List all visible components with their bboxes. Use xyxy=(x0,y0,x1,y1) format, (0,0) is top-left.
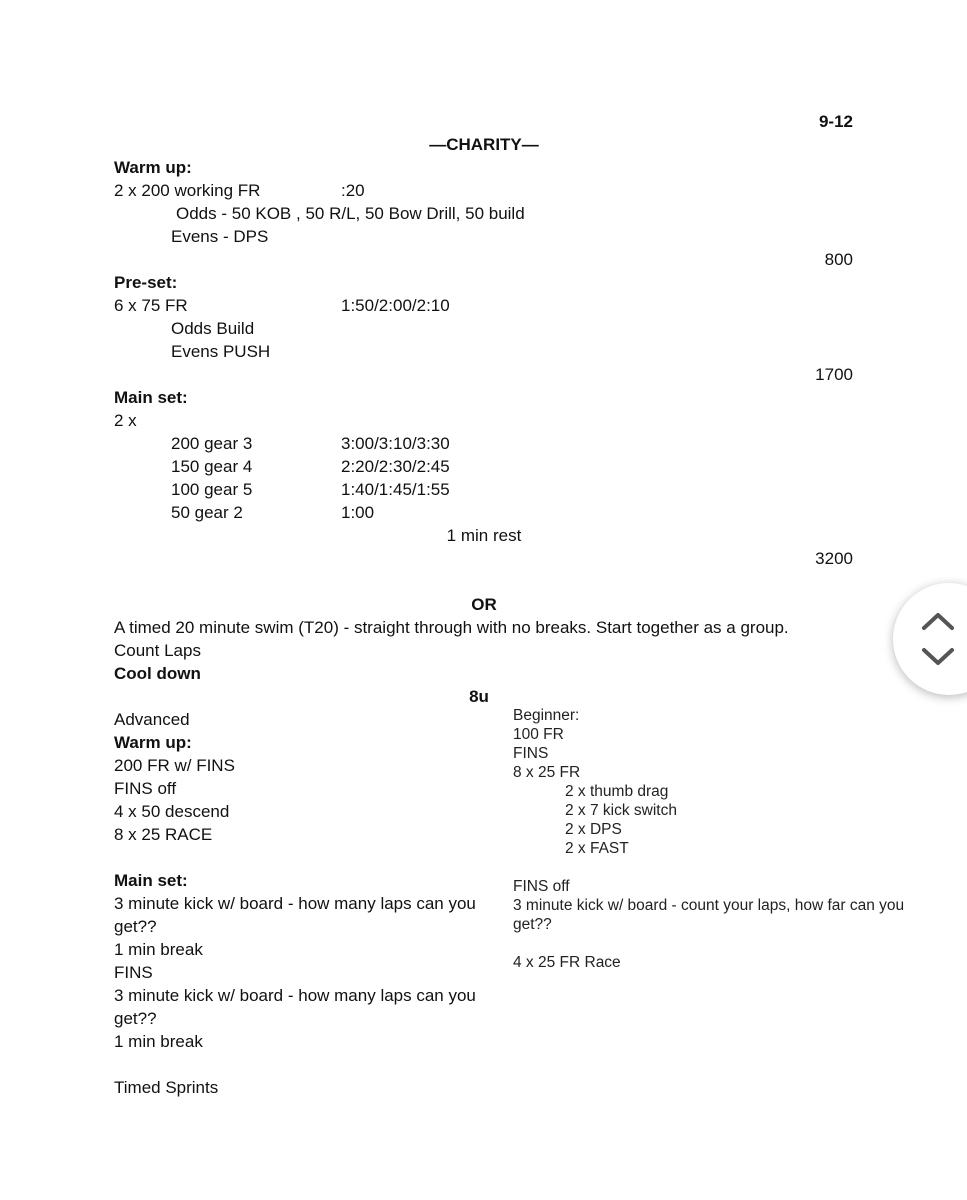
beginner-label: Beginner: xyxy=(513,707,580,724)
beginner-line: 100 FR xyxy=(513,726,564,743)
mainset-item-interval: 2:20/2:30/2:45 xyxy=(341,457,450,476)
beginner-sub-item: 2 x FAST xyxy=(565,840,629,857)
advanced-warmup-item: 8 x 25 RACE xyxy=(114,825,213,844)
preset-line: 6 x 75 FR xyxy=(114,296,188,315)
advanced-fins: FINS xyxy=(114,963,153,982)
warmup-heading: Warm up: xyxy=(114,158,192,177)
advanced-label: Advanced xyxy=(114,710,190,729)
age-group-label: 9-12 xyxy=(818,112,853,131)
mainset-item-interval: 1:40/1:45/1:55 xyxy=(341,480,450,499)
scroll-control xyxy=(893,583,967,695)
mainset-item-interval: 1:00 xyxy=(341,503,375,522)
mainset-item-interval: 3:00/3:10/3:30 xyxy=(341,434,450,453)
chevron-up-icon[interactable] xyxy=(921,611,955,631)
mainset-rest: 1 min rest xyxy=(446,526,522,545)
preset-interval: 1:50/2:00/2:10 xyxy=(341,296,450,315)
mainset-reps: 2 x xyxy=(114,411,137,430)
t20-description: A timed 20 minute swim (T20) - straight through with no breaks. Start together as a group. xyxy=(114,618,789,637)
beginner-fins-off: FINS off xyxy=(513,878,570,895)
beginner-kick-cont: get?? xyxy=(513,916,552,933)
advanced-main-kick-cont: get?? xyxy=(114,917,157,936)
mainset-item-label: 100 gear 5 xyxy=(171,480,253,499)
preset-odds: Odds Build xyxy=(171,319,255,338)
chevron-down-icon[interactable] xyxy=(921,647,955,667)
advanced-sprints: Timed Sprints xyxy=(114,1078,219,1097)
count-laps: Count Laps xyxy=(114,641,201,660)
advanced-warmup-item: 4 x 50 descend xyxy=(114,802,230,821)
mainset-item-label: 150 gear 4 xyxy=(171,457,253,476)
beginner-race: 4 x 25 FR Race xyxy=(513,954,621,971)
warmup-total: 800 xyxy=(824,250,853,269)
advanced-break: 1 min break xyxy=(114,1032,203,1051)
beginner-sub-item: 2 x DPS xyxy=(565,821,622,838)
cooldown-heading: Cool down xyxy=(114,664,201,683)
warmup-odds: Odds - 50 KOB , 50 R/L, 50 Bow Drill, 50 build xyxy=(176,204,525,223)
beginner-sub-item: 2 x 7 kick switch xyxy=(565,802,677,819)
advanced-main-kick-cont: get?? xyxy=(114,1009,157,1028)
page-title: —CHARITY— xyxy=(429,135,539,154)
warmup-line: 2 x 200 working FR xyxy=(114,181,261,200)
eight-under-heading: 8u xyxy=(469,687,489,706)
or-label: OR xyxy=(471,595,497,614)
warmup-evens: Evens - DPS xyxy=(171,227,269,246)
advanced-warmup-item: FINS off xyxy=(114,779,177,798)
mainset-item-label: 200 gear 3 xyxy=(171,434,253,453)
advanced-warmup-heading: Warm up: xyxy=(114,733,192,752)
advanced-main-kick: 3 minute kick w/ board - how many laps can you xyxy=(114,894,476,913)
preset-evens: Evens PUSH xyxy=(171,342,271,361)
beginner-line: FINS xyxy=(513,745,549,762)
advanced-break: 1 min break xyxy=(114,940,203,959)
advanced-warmup-item: 200 FR w/ FINS xyxy=(114,756,235,775)
beginner-sub-item: 2 x thumb drag xyxy=(565,783,669,800)
preset-heading: Pre-set: xyxy=(114,273,178,292)
beginner-kick: 3 minute kick w/ board - count your laps, how far can you xyxy=(513,897,905,914)
preset-total: 1700 xyxy=(815,365,853,384)
advanced-main-heading: Main set: xyxy=(114,871,188,890)
mainset-total: 3200 xyxy=(815,549,853,568)
advanced-main-kick: 3 minute kick w/ board - how many laps can you xyxy=(114,986,476,1005)
mainset-heading: Main set: xyxy=(114,388,188,407)
warmup-interval: :20 xyxy=(341,181,365,200)
mainset-item-label: 50 gear 2 xyxy=(171,503,243,522)
beginner-line: 8 x 25 FR xyxy=(513,764,581,781)
